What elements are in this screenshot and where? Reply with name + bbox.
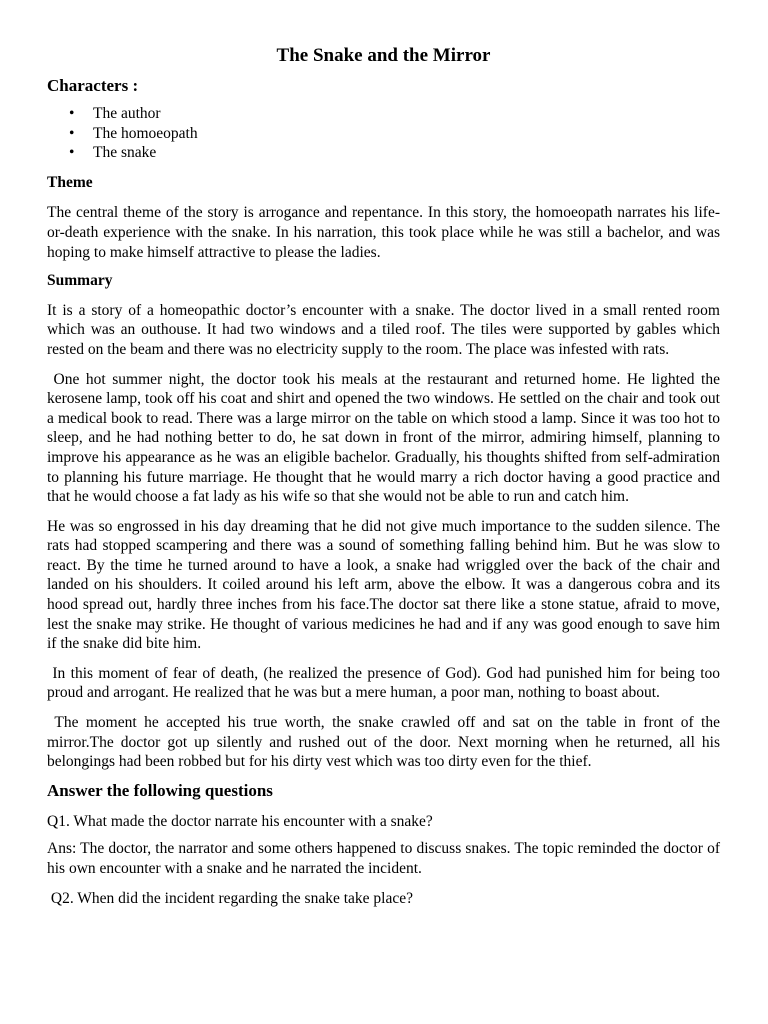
document-page — [47, 0, 724, 908]
character-name: The snake — [93, 144, 157, 162]
summary-heading: Summary — [47, 272, 113, 290]
summary-paragraph: It is a story of a homeopathic doctor’s encounter with a snake. The doctor lived in a small rented room which was an outhouse. It had two windows and a tiled roof. The tiles were supported by gables which rested on the beam and there was no electricity supply to the room. The place was infested with rats. — [47, 301, 724, 358]
summary-paragraph: He was so engrossed in his day dreaming that he did not give much importance to the sudden silence. The rats had stopped scampering and there was a sound of something falling behind him. But he was slow to react. By the time he turned around to have a look, a snake had wriggled over the back of the chair and landed on his shoulders. It coiled around his left arm, above the elbow. It was a dangerous cobra and its hood spread out, hardly three inches from his face.The doctor sat there like a stone statue, afraid to move, lest the snake may strike. He thought of various medicines he had and if any was good enough to save him if the snake did bite him. — [47, 517, 724, 653]
bullet-icon: • — [69, 105, 75, 122]
character-name: The homoeopath — [93, 124, 198, 142]
characters-list — [47, 104, 720, 163]
list-item — [47, 143, 720, 163]
question-2: Q2. When did the incident regarding the snake take place? — [47, 889, 413, 907]
page-title: The Snake and the Mirror — [276, 45, 491, 66]
questions-heading: Answer the following questions — [47, 780, 273, 800]
character-name: The author — [93, 105, 161, 122]
theme-heading: Theme — [47, 173, 93, 191]
bullet-icon: • — [69, 144, 75, 162]
summary-paragraph: In this moment of fear of death, (he realized the presence of God). God had punished him for being too proud and arrogant. He realized that he was but a mere human, a poor man, nothing to boast about. — [47, 664, 724, 702]
list-item — [47, 104, 720, 124]
theme-paragraph: The central theme of the story is arrogance and repentance. In this story, the homoeopath narrates his life-or-death experience with the snake. In his narration, this took place while he was still a bachelor, and was hoping to make himself attractive to please the ladies. — [47, 204, 720, 261]
summary-paragraph: The moment he accepted his true worth, the snake crawled off and sat on the table in front of the mirror.The doctor got up silently and rushed out of the door. Next morning when he returned, all his belongings had been robbed but for his dirty vest which was too dirty even for the thief. — [47, 714, 724, 771]
characters-heading: Characters : — [47, 76, 139, 95]
summary-paragraph: One hot summer night, the doctor took his meals at the restaurant and returned home. He lighted the kerosene lamp, took off his coat and shirt and opened the two windows. He settled on the chair and took out a medical book to read. There was a large mirror on the table on which stood a lamp. Since it was too hot to sleep, and he had nothing better to do, he sat down in front of the mirror, admiring himself, planning to improve his appearance as he was an eligible bachelor. Gradually, his thoughts shifted from self-admiration to planning his future marriage. He thought that he would marry a rich doctor having a good practice and that he would choose a fat lady as his wife so that she would not be able to run and catch him. — [47, 370, 724, 506]
answer-1: Ans: The doctor, the narrator and some others happened to discuss snakes. The topic reminded the doctor of his own encounter with a snake and he narrated the incident. — [47, 840, 720, 877]
question-1: Q1. What made the doctor narrate his encounter with a snake? — [47, 812, 433, 830]
list-item — [47, 124, 720, 144]
bullet-icon: • — [69, 124, 75, 142]
